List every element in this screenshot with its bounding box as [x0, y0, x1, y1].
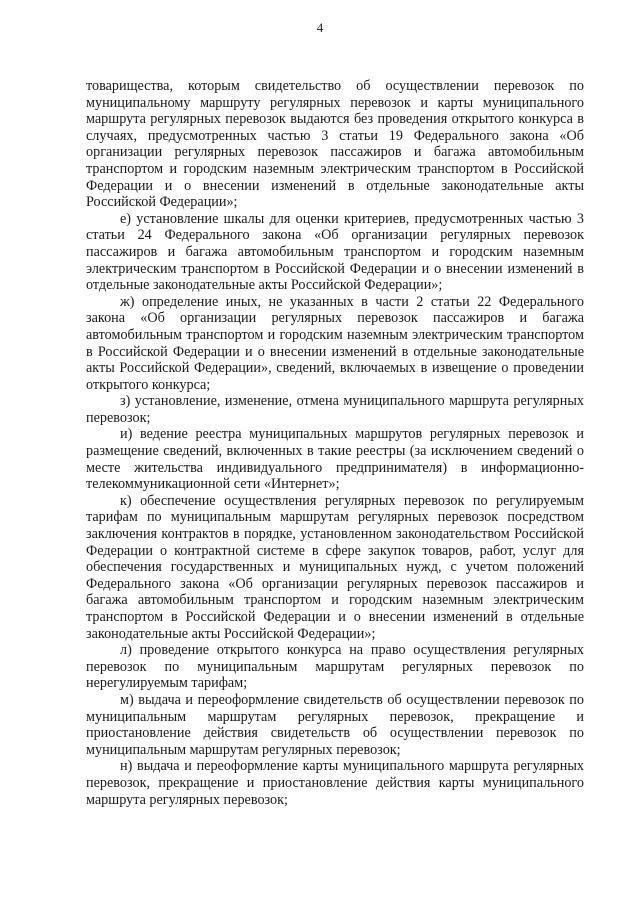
paragraph-item-zh: ж) определение иных, не указанных в части 2 статьи 22 Федерального закона «Об организации регулярных перевозок пассажиров и багажа автомобильным транспортом и городским наземным электрическим транспортом в Российской Федерации и о внесении изменений в отдельные законодательные акты Российской Федерации», сведений, включаемых в извещение о проведении открытого конкурса; [86, 293, 584, 393]
page-number: 4 [316, 20, 324, 35]
paragraph-item-e: е) установление шкалы для оценки критериев, предусмотренных частью 3 статьи 24 Федерального закона «Об организации регулярных перевозок пассажиров и багажа автомобильным транспортом и городским наземным электрическим транспортом в Российской Федерации и о внесении изменений в отдельные законодательные акты Российской Федерации»; [86, 210, 584, 294]
paragraph-item-i: и) ведение реестра муниципальных маршрутов регулярных перевозок и размещение сведений, включенных в такие реестры (за исключением сведений о месте жительства индивидуального предпринимателя) в информационно-телекоммуникационной сети «Интернет»; [86, 426, 584, 493]
document-body [86, 78, 584, 808]
paragraph-item-m: м) выдача и переоформление свидетельств об осуществлении перевозок по муниципальным маршрутам регулярных перевозок, прекращение и приостановление действия свидетельств об осуществлении перевозок по муниципальным маршрутам регулярных перевозок; [86, 691, 584, 758]
paragraph-item-l: л) проведение открытого конкурса на право осуществления регулярных перевозок по муниципальным маршрутам регулярных перевозок по нерегулируемым тарифам; [86, 642, 584, 692]
paragraph-item-z: з) установление, изменение, отмена муниципального маршрута регулярных перевозок; [86, 393, 584, 426]
paragraph-item-k: к) обеспечение осуществления регулярных перевозок по регулируемым тарифам по муниципальным маршрутам регулярных перевозок посредством заключения контрактов в порядке, установленном законодательством Российской Федерации о контрактной системе в сфере закупок товаров, работ, услуг для обеспечения государственных и муниципальных нужд, с учетом положений Федерального закона «Об организации регулярных перевозок пассажиров и багажа автомобильным транспортом и городским наземным электрическим транспортом в Российской Федерации и о внесении изменений в отдельные законодательные акты Российской Федерации»; [86, 492, 584, 642]
paragraph-continuation: товарищества, которым свидетельство об осуществлении перевозок по муниципальному маршруту регулярных перевозок и карты муниципального маршрута регулярных перевозок выдаются без проведения открытого конкурса в случаях, предусмотренных частью 3 статьи 19 Федерального закона «Об организации регулярных перевозок пассажиров и багажа автомобильным транспортом и городским наземным электрическим транспортом в Российской Федерации и о внесении изменений в отдельные законодательные акты Российской Федерации»; [86, 78, 584, 211]
paragraph-item-n: н) выдача и переоформление карты муниципального маршрута регулярных перевозок, прекращение и приостановление действия карты муниципального маршрута регулярных перевозок; [86, 758, 584, 808]
